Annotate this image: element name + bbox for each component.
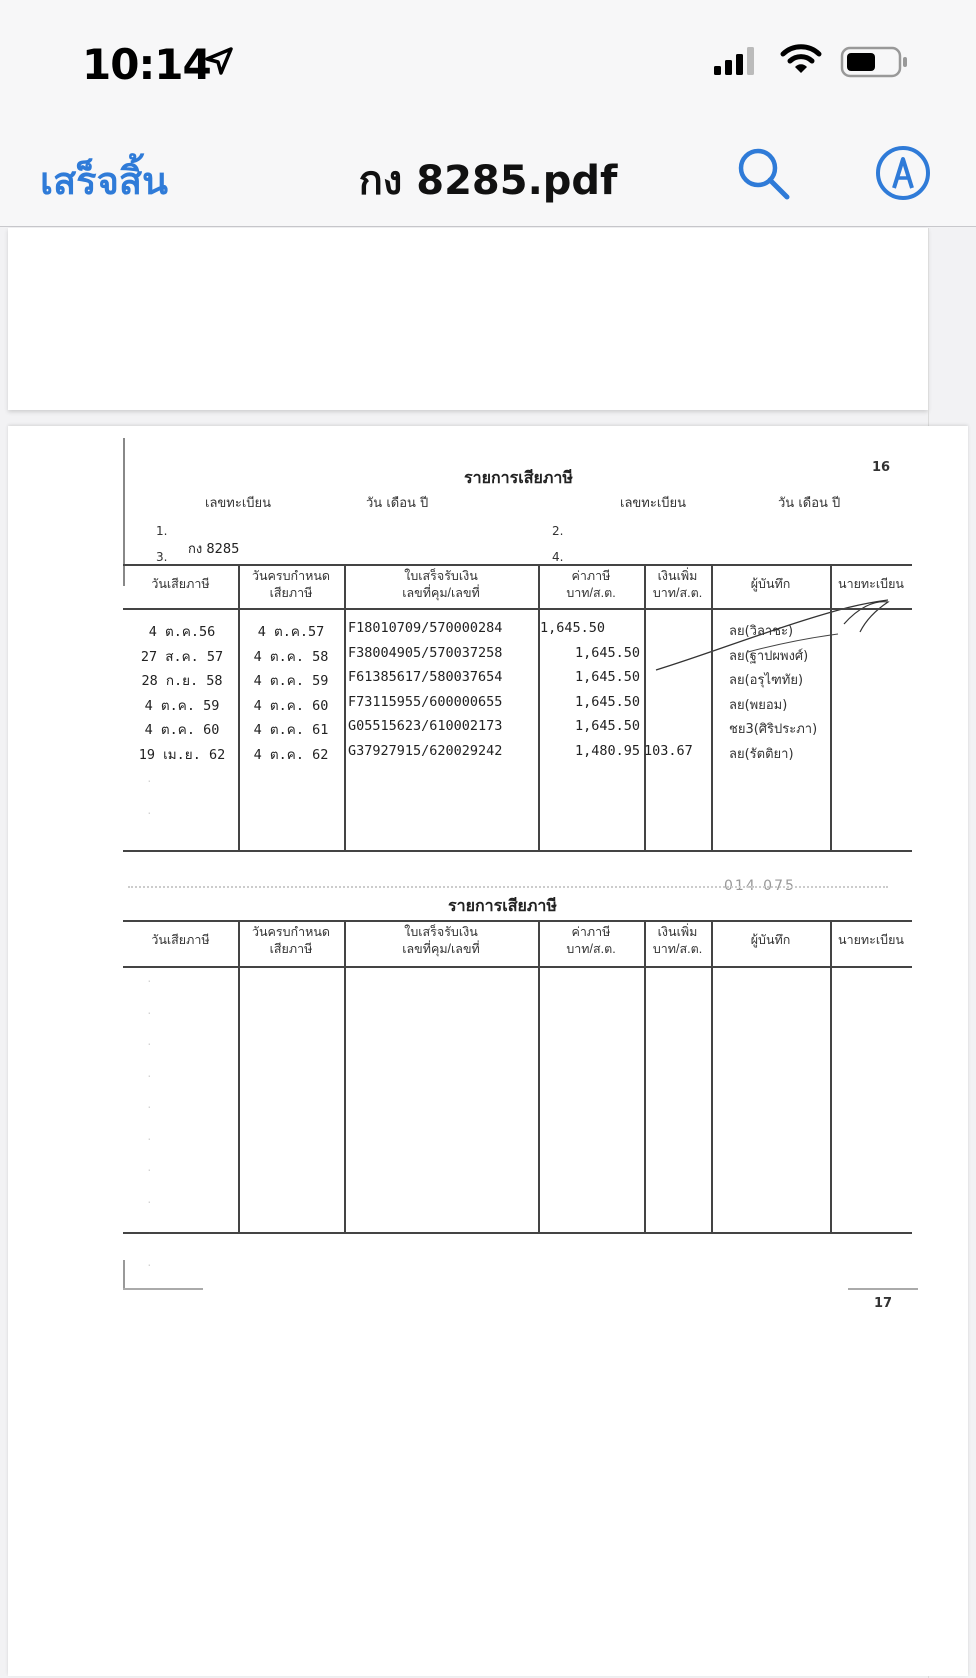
date-label-left: วัน เดือน ปี xyxy=(366,496,429,511)
row-marker: · xyxy=(148,1009,151,1017)
table-row-due: 4 ต.ค. 61 xyxy=(253,722,329,738)
row-marker: · xyxy=(148,1072,151,1080)
status-time: 10:14 xyxy=(82,40,211,89)
markup-icon[interactable] xyxy=(874,144,932,202)
section-title-2: รายการเสียภาษี xyxy=(448,896,557,915)
table-row-tax: 1,645.50 xyxy=(540,620,606,636)
table-2-col-divider xyxy=(711,920,713,1232)
nav-bar xyxy=(0,120,976,227)
table-row-due: 4 ต.ค. 60 xyxy=(253,697,329,714)
table-row-receipt: G37927915/620029242 xyxy=(348,742,503,759)
table-row-due: 4 ต.ค. 62 xyxy=(253,746,329,763)
table-2-col-header: ใบเสร็จรับเงิน เลขที่คุม/เลขที่ xyxy=(402,925,480,956)
table-1-col-header: ใบเสร็จรับเงิน เลขที่คุม/เลขที่ xyxy=(402,569,480,600)
page-number-top: 16 xyxy=(872,460,891,475)
row-marker: · xyxy=(148,1167,151,1174)
table-row-recorder: ลย(อรุไฑทัย) xyxy=(729,673,804,688)
table-2-col-divider xyxy=(344,920,346,1232)
table-1-col-header: ผู้บันทึก xyxy=(750,577,791,591)
table-row-tax: 1,645.50 xyxy=(574,644,640,661)
table-1-col-header: วันเสียภาษี xyxy=(151,577,210,591)
table-row-receipt: F61385617/580037654 xyxy=(348,669,503,685)
table-row-recorder: ชย3(ศิริประภา) xyxy=(729,722,818,737)
location-arrow-icon xyxy=(204,46,234,76)
table-row-recorder: ลย(ฐาปผพงศ์) xyxy=(729,648,809,664)
table-row-tax: 1,645.50 xyxy=(574,693,640,710)
faded-reference: 014 075 xyxy=(724,878,796,894)
table-row-recorder: ลย(พยอม) xyxy=(729,697,788,713)
document-title: กง 8285.pdf xyxy=(358,158,618,204)
table-row-recorder: ลย(วิลาชะ) xyxy=(729,624,794,639)
table-2-col-header: วันครบกำหนด เสียภาษี xyxy=(251,925,331,956)
row-marker: · xyxy=(148,810,151,817)
wifi-icon xyxy=(780,42,822,76)
done-button[interactable]: เสร็จสิ้น xyxy=(40,159,169,203)
table-row-receipt: F38004905/570037258 xyxy=(348,644,503,661)
table-2-col-header: ค่าภาษี บาท/ส.ต. xyxy=(566,925,616,956)
reg-label-right: เลขทะเบียน xyxy=(620,496,687,511)
date-label-right: วัน เดือน ปี xyxy=(778,496,841,511)
status-bar xyxy=(0,0,976,120)
row-marker: · xyxy=(148,1104,151,1111)
table-row-paid: 27 ส.ค. 57 xyxy=(140,648,224,665)
table-row-paid: 4 ต.ค. 59 xyxy=(144,697,220,714)
reg-item-3-num: 3. xyxy=(156,550,168,564)
table-row-paid: 28 ก.ย. 58 xyxy=(141,673,223,689)
reg-item-4-num: 4. xyxy=(552,550,564,564)
pdf-page-current xyxy=(8,426,968,1676)
table-2-col-divider xyxy=(644,920,646,1232)
table-2-bottom-rule xyxy=(123,1232,912,1234)
table-2-col-header: ผู้บันทึก xyxy=(750,933,791,947)
reg-item-1-num: 1. xyxy=(156,524,168,538)
row-marker: · xyxy=(148,1135,151,1143)
table-2-col-divider xyxy=(538,920,540,1232)
table-row-extra: 103.67 xyxy=(644,742,693,759)
row-marker: · xyxy=(148,1230,151,1237)
table-row-due: 4 ต.ค.57 xyxy=(257,624,325,640)
table-row-tax: 1,645.50 xyxy=(574,718,640,734)
page-number-bottom: 17 xyxy=(874,1296,893,1311)
table-row-due: 4 ต.ค. 58 xyxy=(253,648,329,665)
search-icon[interactable] xyxy=(734,144,794,204)
table-2-col-header: นายทะเบียน xyxy=(838,933,904,947)
table-1-col-divider xyxy=(711,564,713,850)
table-row-tax: 1,480.95 xyxy=(574,742,640,759)
table-2-col-header: วันเสียภาษี xyxy=(151,933,210,947)
reg-item-2-num: 2. xyxy=(552,524,564,538)
table-row-receipt: G05515623/610002173 xyxy=(348,718,503,734)
row-marker: · xyxy=(148,1198,151,1206)
table-1-col-header: เงินเพิ่ม บาท/ส.ต. xyxy=(652,569,703,600)
table-2-top-rule xyxy=(123,920,912,922)
table-1-top-rule xyxy=(123,564,912,566)
table-row-receipt: F73115955/600000655 xyxy=(348,693,503,710)
table-2-col-divider xyxy=(238,920,240,1232)
table-1-bottom-rule xyxy=(123,850,912,852)
table-row-receipt: F18010709/570000284 xyxy=(348,620,503,636)
table-2-col-header: เงินเพิ่ม บาท/ส.ต. xyxy=(652,925,703,956)
table-1-col-header: ค่าภาษี บาท/ส.ต. xyxy=(566,569,616,600)
row-marker: · xyxy=(148,978,151,985)
table-row-paid: 19 เม.ย. 62 xyxy=(138,746,226,763)
reg-item-1-value: กง 8285 xyxy=(188,542,240,557)
row-marker: · xyxy=(148,1261,151,1269)
table-1-col-header: วันครบกำหนด เสียภาษี xyxy=(251,569,331,600)
battery-icon xyxy=(840,46,910,78)
table-1-col-header: นายทะเบียน xyxy=(838,577,904,591)
pdf-page-previous xyxy=(8,228,928,410)
table-2-header-rule xyxy=(123,966,912,968)
row-marker: · xyxy=(148,778,151,785)
table-1-col-divider xyxy=(344,564,346,850)
table-1-header-rule xyxy=(123,608,912,610)
table-row-tax: 1,645.50 xyxy=(574,669,640,685)
reg-label-left: เลขทะเบียน xyxy=(205,496,272,511)
table-row-due: 4 ต.ค. 59 xyxy=(253,673,329,689)
table-row-recorder: ลย(รัตติยา) xyxy=(729,746,794,762)
cellular-signal-icon xyxy=(712,46,762,76)
row-marker: · xyxy=(148,1041,151,1048)
section-title: รายการเสียภาษี xyxy=(464,468,573,487)
table-2-col-divider xyxy=(830,920,832,1232)
table-row-paid: 4 ต.ค. 60 xyxy=(144,722,220,738)
table-row-paid: 4 ต.ค.56 xyxy=(148,624,216,640)
table-1-col-divider xyxy=(644,564,646,850)
